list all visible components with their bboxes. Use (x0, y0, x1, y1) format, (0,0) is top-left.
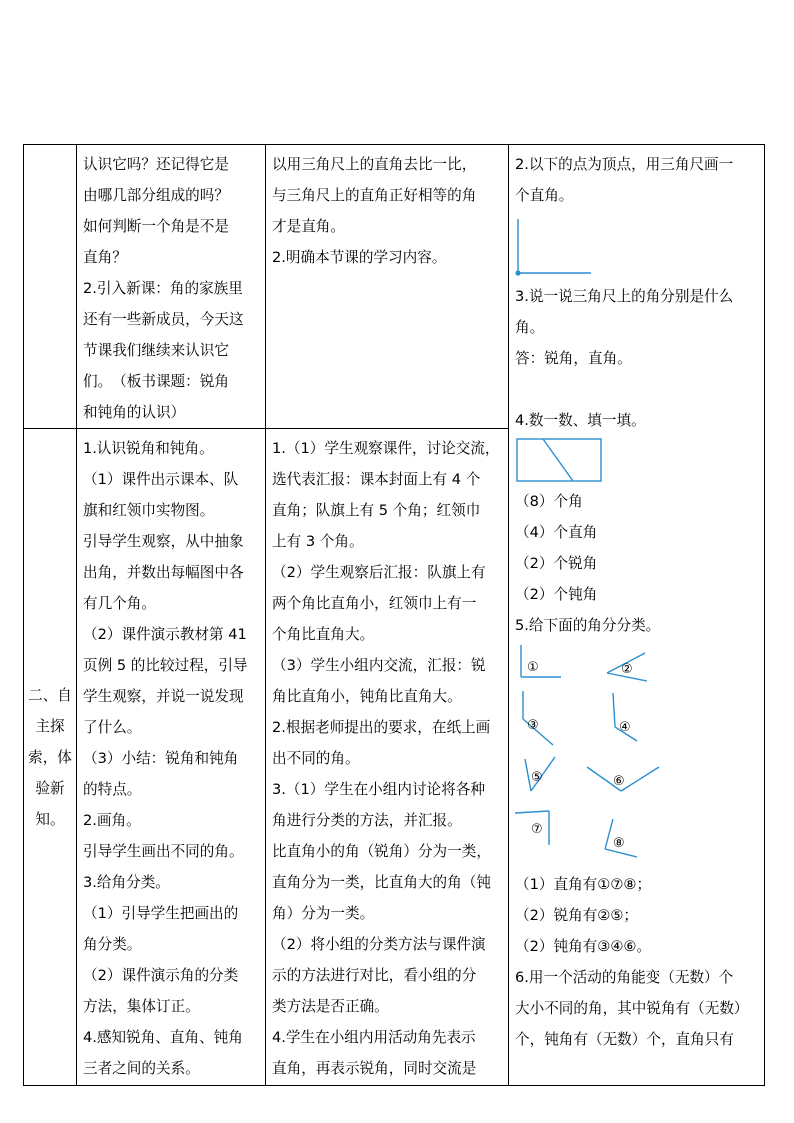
angle-6-ray (621, 767, 659, 791)
text-line: （3）学生小组内交流，汇报：锐 (272, 657, 486, 674)
text-line: 选代表汇报：课本封面上有 4 个 (272, 471, 481, 488)
text-line: 学生观察，并说一说发现 (83, 688, 244, 705)
text-line: 认识它吗？还记得它是 (83, 156, 229, 173)
text-line: 才是直角。 (272, 218, 345, 235)
angles-figure (515, 641, 760, 869)
text-line: 角。 (515, 319, 545, 336)
text-line: 直角，再表示锐角，同时交流是 (272, 1060, 477, 1077)
text-line: （2）个锐角 (515, 555, 598, 572)
teacher-activity-cell (77, 145, 266, 429)
angle-8-label: ⑧ (613, 836, 625, 851)
text-line: 直角分为一类，比直角大的角（钝 (272, 874, 491, 891)
stage-label-line: 索，体 (28, 748, 72, 766)
text-line: 大小不同的角，其中锐角有（无数） (515, 1000, 749, 1017)
text-line: （3）小结：锐角和钝角 (83, 750, 239, 767)
text-line: 角分类。 (83, 936, 142, 953)
text-line: 2.根据老师提出的要求，在纸上画 (272, 719, 491, 736)
angle-7-label: ⑦ (531, 822, 543, 837)
angle-8-ray (605, 819, 613, 849)
text-line: 如何判断一个角是不是 (83, 218, 229, 235)
rectangle-shape (517, 439, 601, 481)
text-line: （2）个钝角 (515, 586, 598, 603)
text-line: 2.明确本节课的学习内容。 (272, 249, 447, 266)
stage-label-line: 二、自 (28, 686, 72, 704)
text-line: 由哪几部分组成的吗？ (83, 187, 229, 204)
angle-3-label: ③ (527, 718, 539, 733)
text-line: 个，钝角有（无数）个，直角只有 (515, 1031, 734, 1048)
text-line: 有几个角。 (83, 595, 156, 612)
text-line: 类方法是否正确。 (272, 998, 389, 1015)
angle-2-label: ② (621, 662, 633, 677)
text-line: 旗和红领巾实物图。 (83, 502, 215, 519)
text-line: 方法，集体订正。 (83, 998, 200, 1015)
text-line: 和钝角的认识） (83, 404, 186, 421)
table-row (24, 145, 765, 429)
blank-line (515, 374, 760, 405)
text-line: （2）锐角有②⑤； (515, 907, 639, 924)
text-line: 3.给角分类。 (83, 874, 170, 891)
text-line: （2）课件演示角的分类 (83, 967, 239, 984)
text-line: 4.数一数、填一填。 (515, 412, 646, 429)
rectangle-figure (515, 436, 760, 486)
text-line: 页例 5 的比较过程，引导 (83, 657, 248, 674)
text-line: 的特点。 (83, 781, 142, 798)
text-line: 出不同的角。 (272, 750, 360, 767)
text-line: （2）学生观察后汇报：队旗上有 (272, 564, 486, 581)
text-line: 2.以下的点为顶点，用三角尺画一 (515, 156, 734, 173)
text-line: （2）课件演示教材第 41 (83, 626, 247, 643)
text-line: 2.画角。 (83, 812, 141, 829)
right-angle-figure (515, 211, 760, 281)
teacher-activity-cell (77, 429, 266, 1086)
text-line: 个角比直角大。 (272, 626, 375, 643)
angle-1-label: ① (527, 660, 539, 675)
text-line: 以用三角尺上的直角去比一比， (272, 156, 477, 173)
text-line: 了什么。 (83, 719, 142, 736)
lesson-plan-table (23, 144, 765, 1086)
stage-label-line: 主探 (35, 717, 65, 735)
text-line: 4.感知锐角、直角、钝角 (83, 1029, 243, 1046)
text-line: （1）引导学生把画出的 (83, 905, 239, 922)
text-line: 1.（1）学生观察课件，讨论交流， (272, 440, 500, 457)
diagonal-line (543, 439, 573, 481)
text-line: 6.用一个活动的角能变（无数）个 (515, 969, 734, 986)
stage-label-line: 验新 (35, 779, 65, 797)
text-line: 4.学生在小组内用活动角先表示 (272, 1029, 476, 1046)
text-line: 示的方法进行对比，看小组的分 (272, 967, 477, 984)
exercise-cell (509, 145, 765, 1086)
text-line: 个直角。 (515, 187, 574, 204)
text-line: 角）分为一类。 (272, 905, 375, 922)
text-line: （8）个角 (515, 493, 583, 510)
text-line: 2.引入新课：角的家族里 (83, 280, 243, 297)
text-line: （4）个直角 (515, 524, 598, 541)
text-line: 3.（1）学生在小组内讨论将各种 (272, 781, 485, 798)
student-activity-cell (266, 429, 509, 1086)
text-line: 直角；队旗上有 5 个角；红领巾 (272, 502, 481, 519)
text-line: 出角，并数出每幅图中各 (83, 564, 244, 581)
text-line: 与三角尺上的直角正好相等的角 (272, 187, 477, 204)
vertex-point (515, 270, 520, 275)
text-line: 们。 （板书课题：锐角 (83, 373, 229, 390)
text-line: （2）钝角有③④⑥。 (515, 938, 652, 955)
text-line: 两个角比直角小，红领巾上有一 (272, 595, 477, 612)
text-line: 答：锐角，直角。 (515, 350, 632, 367)
stage-label-line: 知。 (35, 810, 65, 828)
text-line: 引导学生画出不同的角。 (83, 843, 244, 860)
text-line: （2）将小组的分类方法与课件演 (272, 936, 486, 953)
text-line: 节课我们继续来认识它 (83, 342, 229, 359)
angle-6-label: ⑥ (613, 774, 625, 789)
stage-label-cell-empty (24, 145, 77, 429)
angle-5-label: ⑤ (531, 770, 543, 785)
angle-7-ray (515, 811, 549, 813)
angle-4-label: ④ (619, 720, 631, 735)
student-activity-cell (266, 145, 509, 429)
text-line: 3.说一说三角尺上的角分别是什么 (515, 288, 734, 305)
text-line: 三者之间的关系。 (83, 1060, 200, 1077)
text-line: 比直角小的角（锐角）分为一类， (272, 843, 491, 860)
text-line: 上有 3 个角。 (272, 533, 364, 550)
text-line: 还有一些新成员，今天这 (83, 311, 244, 328)
text-line: （1）课件出示课本、队 (83, 471, 239, 488)
text-line: 1.认识锐角和钝角。 (83, 440, 214, 457)
text-line: 直角？ (83, 249, 127, 266)
text-line: 5.给下面的角分分类。 (515, 617, 661, 634)
text-line: （1）直角有①⑦⑧； (515, 876, 652, 893)
text-line: 角比直角小，钝角比直角大。 (272, 688, 462, 705)
text-line: 角进行分类的方法，并汇报。 (272, 812, 462, 829)
stage-label-cell (24, 429, 77, 1086)
text-line: 引导学生观察，从中抽象 (83, 533, 244, 550)
angle-4-ray (613, 693, 615, 727)
